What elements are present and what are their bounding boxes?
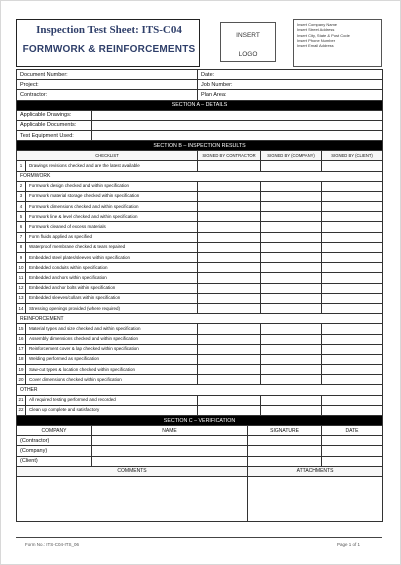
company-sign-cell[interactable]	[261, 232, 322, 242]
client-sign-cell[interactable]	[322, 232, 383, 242]
checklist-item-number: 11	[17, 273, 26, 283]
company-sign-cell[interactable]	[261, 202, 322, 212]
document-number-label: Document Number:	[17, 70, 198, 80]
contractor-sign-cell[interactable]	[198, 161, 261, 171]
company-sign-cell[interactable]	[261, 324, 322, 334]
company-sign-cell[interactable]	[261, 161, 322, 171]
checklist-item-number: 16	[17, 334, 26, 344]
checklist-item-text: Formwork line & level checked and within specification	[26, 212, 198, 222]
client-sign-cell[interactable]	[322, 365, 383, 375]
page-number: Page 1 of 1	[336, 542, 360, 547]
signed-contractor-column-header: SIGNED BY CONTRACTOR	[198, 151, 261, 161]
company-email: Insert Email Address	[297, 43, 334, 49]
test-equipment-field[interactable]	[92, 130, 383, 140]
verification-signature-field[interactable]	[248, 446, 322, 456]
form-header	[16, 19, 382, 67]
checklist-item-number: 13	[17, 293, 26, 303]
verification-party: (Client)	[17, 456, 92, 466]
contractor-sign-cell[interactable]	[198, 283, 261, 293]
contractor-sign-cell[interactable]	[198, 232, 261, 242]
checklist-item-text: Embedded steel plates/sleeves within specification	[26, 253, 198, 263]
checklist-item-text: Stressing openings provided (where required)	[26, 303, 198, 313]
contractor-sign-cell[interactable]	[198, 212, 261, 222]
checklist-item-text: Formwork dimensions checked and within specification	[26, 202, 198, 212]
checklist-item-number: 18	[17, 354, 26, 364]
signed-client-column-header: SIGNED BY (CLIENT)	[322, 151, 383, 161]
checklist-item-text: Assembly dimensions checked and within specification	[26, 334, 198, 344]
checklist-item-text: Formwork cleaned of excess materials	[26, 222, 198, 232]
verification-party: (Contractor)	[17, 436, 92, 446]
checklist-item-text: Embedded sleeves/collars within specification	[26, 293, 198, 303]
company-sign-cell[interactable]	[261, 354, 322, 364]
company-sign-cell[interactable]	[261, 191, 322, 201]
verification-name-header: NAME	[92, 426, 248, 436]
company-sign-cell[interactable]	[261, 273, 322, 283]
checklist-item-number: 1	[17, 161, 26, 171]
checklist-item-text: Cover dimensions checked within specification	[26, 375, 198, 385]
attachments-box[interactable]	[248, 476, 383, 521]
date-label[interactable]: Date:	[198, 70, 383, 80]
checklist-item-number: 7	[17, 232, 26, 242]
logo-line-1: INSERT	[236, 32, 260, 39]
checklist-item-number: 14	[17, 303, 26, 313]
contractor-sign-cell[interactable]	[198, 293, 261, 303]
checklist-column-header: CHECKLIST	[17, 151, 198, 161]
company-city: Insert City, State & Post Code	[297, 32, 350, 38]
checklist-item-number: 8	[17, 242, 26, 252]
attachments-header: ATTACHMENTS	[248, 466, 383, 476]
checklist-item-text: Embedded anchor bolts within specification	[26, 283, 198, 293]
checklist-item-text: Embedded conduits within specification	[26, 263, 198, 273]
contractor-sign-cell[interactable]	[198, 365, 261, 375]
company-sign-cell[interactable]	[261, 242, 322, 252]
company-street: Insert Street Address	[297, 27, 335, 33]
applicable-drawings-field[interactable]	[92, 110, 383, 120]
checklist-item-number: 9	[17, 253, 26, 263]
applicable-documents-field[interactable]	[92, 120, 383, 130]
verification-name-field[interactable]	[92, 456, 248, 466]
verification-name-field[interactable]	[92, 446, 248, 456]
company-phone: Insert Phone Number	[297, 37, 336, 43]
company-sign-cell[interactable]	[261, 293, 322, 303]
client-sign-cell[interactable]	[322, 354, 383, 364]
client-sign-cell[interactable]	[322, 263, 383, 273]
client-sign-cell[interactable]	[322, 222, 383, 232]
contractor-sign-cell[interactable]	[198, 191, 261, 201]
checklist-item-number: 22	[17, 405, 26, 415]
checklist-item-number: 17	[17, 344, 26, 354]
verification-signature-field[interactable]	[248, 436, 322, 446]
section-a-title: SECTION A – DETAILS	[17, 100, 383, 110]
client-sign-cell[interactable]	[322, 242, 383, 252]
company-details	[293, 19, 382, 67]
checklist-item-number: 2	[17, 181, 26, 191]
company-sign-cell[interactable]	[261, 181, 322, 191]
company-sign-cell[interactable]	[261, 334, 322, 344]
company-sign-cell[interactable]	[261, 212, 322, 222]
verification-date-field[interactable]	[322, 446, 383, 456]
contractor-sign-cell[interactable]	[198, 344, 261, 354]
contractor-sign-cell[interactable]	[198, 395, 261, 405]
contractor-sign-cell[interactable]	[198, 181, 261, 191]
client-sign-cell[interactable]	[322, 212, 383, 222]
checklist-item-text: Waterproof membrane checked & tears repaired	[26, 242, 198, 252]
contractor-label: Contractor:	[17, 90, 198, 100]
group-heading-reinforcement: REINFORCEMENT	[17, 314, 383, 324]
plan-area-label[interactable]: Plan Area:	[198, 90, 383, 100]
applicable-drawings-label: Applicable Drawings:	[17, 110, 92, 120]
verification-name-field[interactable]	[92, 436, 248, 446]
checklist-item-number: 4	[17, 202, 26, 212]
logo-placeholder	[220, 22, 276, 62]
client-sign-cell[interactable]	[322, 293, 383, 303]
checklist-item-number: 19	[17, 365, 26, 375]
company-sign-cell[interactable]	[261, 303, 322, 313]
checklist-item-text: Clean up complete and satisfactory	[26, 405, 198, 415]
contractor-sign-cell[interactable]	[198, 324, 261, 334]
company-sign-cell[interactable]	[261, 283, 322, 293]
client-sign-cell[interactable]	[322, 273, 383, 283]
company-sign-cell[interactable]	[261, 375, 322, 385]
project-label: Project:	[17, 80, 198, 90]
client-sign-cell[interactable]	[322, 283, 383, 293]
verification-party: (Company)	[17, 446, 92, 456]
comments-box[interactable]	[17, 476, 248, 521]
job-number-label[interactable]: Job Number:	[198, 80, 383, 90]
form-title: Inspection Test Sheet: ITS-C04	[36, 24, 182, 36]
checklist-item-number: 10	[17, 263, 26, 273]
signed-company-column-header: SIGNED BY (COMPANY)	[261, 151, 322, 161]
client-sign-cell[interactable]	[322, 395, 383, 405]
company-sign-cell[interactable]	[261, 222, 322, 232]
contractor-sign-cell[interactable]	[198, 222, 261, 232]
checklist-item-number: 12	[17, 283, 26, 293]
checklist-item-text: Formwork design checked and within specification	[26, 181, 198, 191]
checklist-item-text: Material types and size checked and within specification	[26, 324, 198, 334]
contractor-sign-cell[interactable]	[198, 202, 261, 212]
verification-date-field[interactable]	[322, 456, 383, 466]
client-sign-cell[interactable]	[322, 161, 383, 171]
applicable-documents-label: Applicable Documents:	[17, 120, 92, 130]
company-sign-cell[interactable]	[261, 263, 322, 273]
group-heading-formwork: FORMWORK	[17, 171, 383, 181]
group-heading-other: OTHER	[17, 385, 383, 395]
contractor-sign-cell[interactable]	[198, 375, 261, 385]
checklist-item-number: 15	[17, 324, 26, 334]
contractor-sign-cell[interactable]	[198, 263, 261, 273]
comments-header: COMMENTS	[17, 466, 248, 476]
client-sign-cell[interactable]	[322, 303, 383, 313]
client-sign-cell[interactable]	[322, 334, 383, 344]
checklist-item-text: All required testing performed and recorded	[26, 395, 198, 405]
logo-line-2: LOGO	[238, 51, 258, 58]
checklist-item-text: Welding performed as specification	[26, 354, 198, 364]
checklist-item-text: Drawings revisions checked and are the latest available	[26, 161, 198, 171]
verification-company-header: COMPANY	[17, 426, 92, 436]
client-sign-cell[interactable]	[322, 181, 383, 191]
contractor-sign-cell[interactable]	[198, 334, 261, 344]
client-sign-cell[interactable]	[322, 405, 383, 415]
checklist-item-text: Formwork material storage checked within specification	[26, 191, 198, 201]
verification-date-header: DATE	[322, 426, 383, 436]
checklist-item-number: 6	[17, 222, 26, 232]
checklist-item-number: 3	[17, 191, 26, 201]
contractor-sign-cell[interactable]	[198, 303, 261, 313]
company-sign-cell[interactable]	[261, 405, 322, 415]
title-box	[16, 19, 200, 67]
client-sign-cell[interactable]	[322, 324, 383, 334]
client-sign-cell[interactable]	[322, 375, 383, 385]
verification-date-field[interactable]	[322, 436, 383, 446]
contractor-sign-cell[interactable]	[198, 242, 261, 252]
company-name: Insert Company Name	[297, 22, 338, 27]
contractor-sign-cell[interactable]	[198, 354, 261, 364]
contractor-sign-cell[interactable]	[198, 253, 261, 263]
checklist-item-text: Embedded anchors within specification	[26, 273, 198, 283]
inspection-form-table	[16, 69, 383, 522]
company-sign-cell[interactable]	[261, 365, 322, 375]
form-number: Form No.: ITS-C04-ITS_06	[25, 542, 80, 547]
checklist-item-text: Reinforcement cover & lap checked within specification	[26, 344, 198, 354]
checklist-item-number: 5	[17, 212, 26, 222]
client-sign-cell[interactable]	[322, 202, 383, 212]
checklist-item-text: Saw-cut types & location checked within specification	[26, 365, 198, 375]
contractor-sign-cell[interactable]	[198, 405, 261, 415]
section-c-title: SECTION C – VERIFICATION	[17, 416, 383, 426]
company-sign-cell[interactable]	[261, 344, 322, 354]
company-sign-cell[interactable]	[261, 253, 322, 263]
verification-signature-header: SIGNATURE	[248, 426, 322, 436]
client-sign-cell[interactable]	[322, 191, 383, 201]
contractor-sign-cell[interactable]	[198, 273, 261, 283]
client-sign-cell[interactable]	[322, 344, 383, 354]
company-sign-cell[interactable]	[261, 395, 322, 405]
checklist-item-number: 20	[17, 375, 26, 385]
verification-signature-field[interactable]	[248, 456, 322, 466]
checklist-item-text: Form fluids applied as specified	[26, 232, 198, 242]
section-b-title: SECTION B – INSPECTION RESULTS	[17, 141, 383, 151]
client-sign-cell[interactable]	[322, 253, 383, 263]
form-subtitle: FORMWORK & REINFORCEMENTS	[22, 44, 196, 55]
checklist-item-number: 21	[17, 395, 26, 405]
page-footer	[16, 537, 382, 549]
test-equipment-label: Test Equipment Used:	[17, 130, 92, 140]
